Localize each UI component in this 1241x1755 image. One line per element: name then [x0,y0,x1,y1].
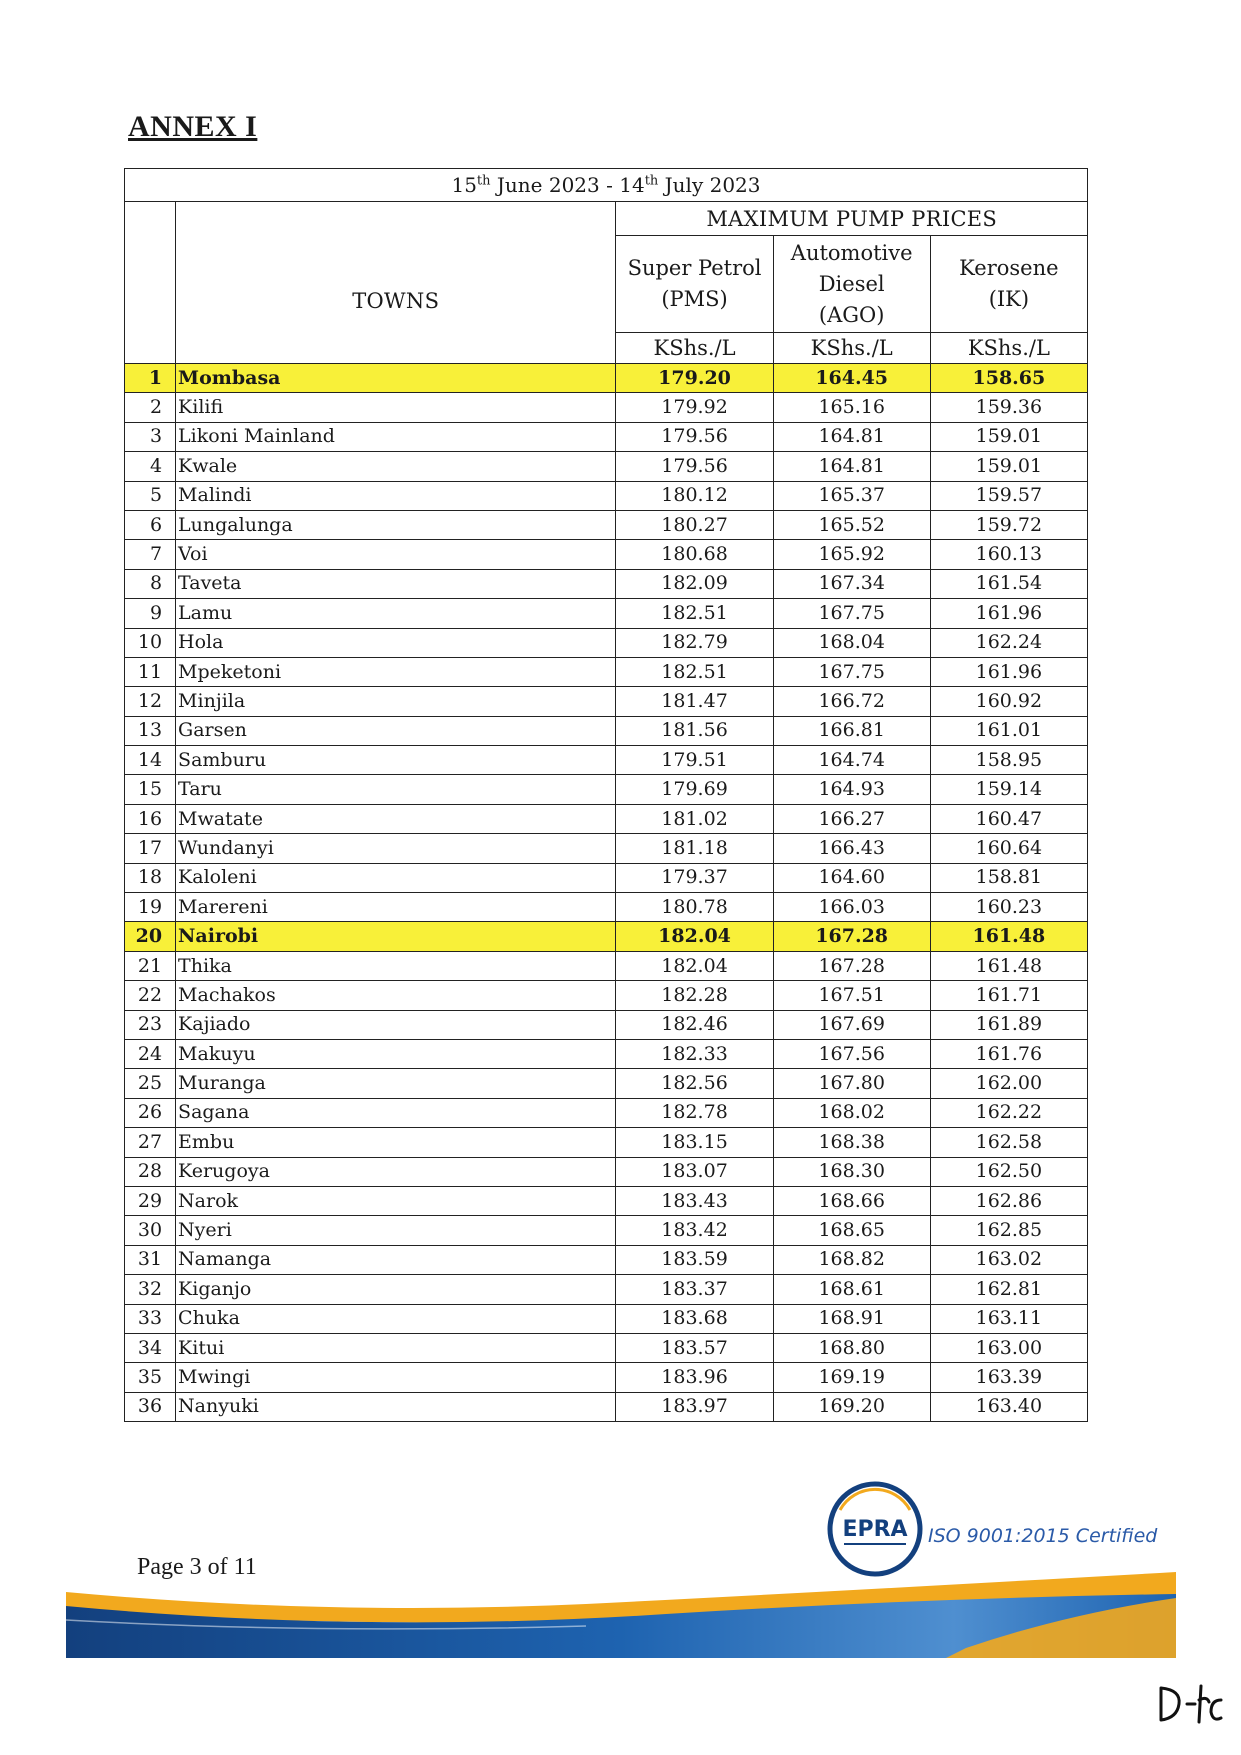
town-name: Chuka [176,1304,616,1333]
price-pms: 181.18 [616,834,773,863]
price-ik: 162.00 [930,1069,1087,1098]
town-name: Mwingi [176,1363,616,1392]
row-number: 12 [125,687,176,716]
price-ik: 161.96 [930,657,1087,686]
price-pms: 183.59 [616,1245,773,1274]
town-name: Lamu [176,599,616,628]
town-name: Machakos [176,981,616,1010]
table-row [125,481,1088,510]
town-name: Muranga [176,1069,616,1098]
row-number: 20 [125,922,176,951]
town-name: Kajiado [176,1010,616,1039]
price-ik: 161.48 [930,951,1087,980]
row-number: 18 [125,863,176,892]
price-pms: 179.20 [616,364,773,393]
price-pms: 182.51 [616,599,773,628]
table-row [125,510,1088,539]
town-name: Taveta [176,569,616,598]
row-number: 31 [125,1245,176,1274]
town-name: Mwatate [176,804,616,833]
price-pms: 182.56 [616,1069,773,1098]
row-number: 36 [125,1392,176,1421]
table-row [125,540,1088,569]
price-ik: 161.96 [930,599,1087,628]
price-pms: 183.96 [616,1363,773,1392]
price-ago: 167.28 [773,922,930,951]
town-name: Kiganjo [176,1275,616,1304]
price-pms: 182.79 [616,628,773,657]
price-ik: 162.85 [930,1216,1087,1245]
price-ik: 158.65 [930,364,1087,393]
price-pms: 182.33 [616,1039,773,1068]
table-row [125,364,1088,393]
price-ago: 166.81 [773,716,930,745]
row-number: 28 [125,1157,176,1186]
price-pms: 179.51 [616,746,773,775]
price-pms: 182.78 [616,1098,773,1127]
pump-prices-table [124,168,1088,1422]
table-row [125,422,1088,451]
product-header-pms: Super Petrol (PMS) [616,236,773,333]
price-pms: 183.97 [616,1392,773,1421]
price-ago: 167.28 [773,951,930,980]
price-ik: 158.95 [930,746,1087,775]
table-row [125,863,1088,892]
row-number: 10 [125,628,176,657]
table-row [125,893,1088,922]
town-name: Embu [176,1128,616,1157]
price-ago: 167.51 [773,981,930,1010]
table-row [125,1333,1088,1362]
table-row [125,922,1088,951]
price-ik: 161.71 [930,981,1087,1010]
price-pms: 179.56 [616,422,773,451]
price-ago: 166.27 [773,804,930,833]
price-pms: 179.69 [616,775,773,804]
price-ago: 164.81 [773,452,930,481]
town-name: Nanyuki [176,1392,616,1421]
table-row [125,1216,1088,1245]
price-pms: 182.04 [616,951,773,980]
table-row [125,746,1088,775]
price-ik: 163.02 [930,1245,1087,1274]
row-number: 23 [125,1010,176,1039]
table-row [125,687,1088,716]
town-name: Kwale [176,452,616,481]
row-number: 9 [125,599,176,628]
town-name: Thika [176,951,616,980]
price-ik: 160.64 [930,834,1087,863]
town-name: Mpeketoni [176,657,616,686]
annex-title: ANNEX I [128,110,258,143]
price-pms: 182.28 [616,981,773,1010]
price-ik: 161.76 [930,1039,1087,1068]
table-row [125,1245,1088,1274]
row-number: 7 [125,540,176,569]
table-row [125,981,1088,1010]
row-number: 21 [125,951,176,980]
price-pms: 183.57 [616,1333,773,1362]
price-ik: 162.58 [930,1128,1087,1157]
row-number: 22 [125,981,176,1010]
town-name: Sagana [176,1098,616,1127]
town-name: Nairobi [176,922,616,951]
table-row [125,804,1088,833]
row-number: 11 [125,657,176,686]
town-name: Malindi [176,481,616,510]
table-row [125,393,1088,422]
row-number: 24 [125,1039,176,1068]
price-pms: 179.56 [616,452,773,481]
price-ago: 167.75 [773,657,930,686]
price-ago: 164.81 [773,422,930,451]
price-ik: 159.57 [930,481,1087,510]
price-pms: 182.51 [616,657,773,686]
price-ik: 159.01 [930,452,1087,481]
row-number: 33 [125,1304,176,1333]
row-number: 35 [125,1363,176,1392]
price-ik: 162.81 [930,1275,1087,1304]
row-number: 1 [125,364,176,393]
town-name: Taru [176,775,616,804]
price-ago: 167.75 [773,599,930,628]
row-number: 3 [125,422,176,451]
price-pms: 179.37 [616,863,773,892]
price-pms: 180.27 [616,510,773,539]
row-number: 25 [125,1069,176,1098]
row-number: 16 [125,804,176,833]
price-ago: 167.69 [773,1010,930,1039]
row-number: 14 [125,746,176,775]
price-ago: 165.52 [773,510,930,539]
table-row [125,599,1088,628]
price-ik: 159.36 [930,393,1087,422]
price-ago: 167.56 [773,1039,930,1068]
price-ik: 161.54 [930,569,1087,598]
price-ik: 160.92 [930,687,1087,716]
town-name: Namanga [176,1245,616,1274]
price-pms: 179.92 [616,393,773,422]
price-rows [125,364,1088,1422]
town-name: Lungalunga [176,510,616,539]
price-pms: 181.47 [616,687,773,716]
page-number: Page 3 of 11 [137,1554,257,1580]
price-pms: 182.46 [616,1010,773,1039]
row-number: 26 [125,1098,176,1127]
table-row [125,1039,1088,1068]
table-row [125,1098,1088,1127]
footer-wave-band [66,1564,1176,1674]
town-name: Kilifi [176,393,616,422]
town-name: Samburu [176,746,616,775]
table-row [125,452,1088,481]
price-ago: 166.03 [773,893,930,922]
town-name: Marereni [176,893,616,922]
price-pms: 183.42 [616,1216,773,1245]
row-number: 17 [125,834,176,863]
price-ik: 161.01 [930,716,1087,745]
table-row [125,1010,1088,1039]
product-header-ik: Kerosene (IK) [930,236,1087,333]
row-number: 29 [125,1186,176,1215]
town-name: Mombasa [176,364,616,393]
price-pms: 183.37 [616,1275,773,1304]
row-number: 2 [125,393,176,422]
town-name: Nyeri [176,1216,616,1245]
price-ik: 159.72 [930,510,1087,539]
town-name: Voi [176,540,616,569]
price-ago: 169.19 [773,1363,930,1392]
table-row [125,1304,1088,1333]
svg-text:EPRA: EPRA [842,1517,908,1542]
table-row [125,1186,1088,1215]
price-ago: 166.72 [773,687,930,716]
price-ago: 168.61 [773,1275,930,1304]
price-ago: 168.65 [773,1216,930,1245]
row-number: 19 [125,893,176,922]
price-pms: 181.56 [616,716,773,745]
row-number: 32 [125,1275,176,1304]
price-ik: 163.00 [930,1333,1087,1362]
town-name: Hola [176,628,616,657]
row-number: 8 [125,569,176,598]
price-pms: 183.07 [616,1157,773,1186]
price-pms: 183.15 [616,1128,773,1157]
table-row [125,1275,1088,1304]
price-ago: 167.34 [773,569,930,598]
price-ik: 162.50 [930,1157,1087,1186]
price-pms: 182.04 [616,922,773,951]
period-header: 15th June 2023 - 14th July 2023 [125,169,1088,202]
table-row [125,834,1088,863]
price-ago: 164.93 [773,775,930,804]
row-number: 34 [125,1333,176,1362]
price-ago: 168.80 [773,1333,930,1362]
price-ago: 165.92 [773,540,930,569]
price-ago: 168.91 [773,1304,930,1333]
price-pms: 183.43 [616,1186,773,1215]
price-pms: 180.68 [616,540,773,569]
price-ik: 160.23 [930,893,1087,922]
price-ago: 166.43 [773,834,930,863]
row-number: 4 [125,452,176,481]
price-ago: 169.20 [773,1392,930,1421]
table-row [125,775,1088,804]
price-ago: 168.38 [773,1128,930,1157]
town-name: Wundanyi [176,834,616,863]
price-pms: 183.68 [616,1304,773,1333]
handwritten-initials [1155,1680,1225,1728]
price-ik: 160.47 [930,804,1087,833]
price-ik: 160.13 [930,540,1087,569]
price-ago: 168.02 [773,1098,930,1127]
town-name: Makuyu [176,1039,616,1068]
row-number: 15 [125,775,176,804]
town-name: Likoni Mainland [176,422,616,451]
price-ik: 159.01 [930,422,1087,451]
row-number: 27 [125,1128,176,1157]
price-ik: 159.14 [930,775,1087,804]
price-ago: 168.30 [773,1157,930,1186]
price-ik: 163.40 [930,1392,1087,1421]
price-ago: 168.04 [773,628,930,657]
table-row [125,1392,1088,1421]
table-row [125,569,1088,598]
towns-column-header: TOWNS [176,202,616,364]
unit-header-pms: KShs./L [616,333,773,364]
price-ik: 163.11 [930,1304,1087,1333]
table-row [125,951,1088,980]
price-ik: 163.39 [930,1363,1087,1392]
price-ik: 161.89 [930,1010,1087,1039]
iso-certification: ISO 9001:2015 Certified [928,1525,1158,1547]
price-ik: 162.24 [930,628,1087,657]
price-ik: 162.22 [930,1098,1087,1127]
price-ago: 165.16 [773,393,930,422]
row-number: 6 [125,510,176,539]
unit-header-ago: KShs./L [773,333,930,364]
price-ik: 158.81 [930,863,1087,892]
price-ik: 162.86 [930,1186,1087,1215]
price-pms: 181.02 [616,804,773,833]
table-row [125,716,1088,745]
table-row [125,628,1088,657]
row-number: 5 [125,481,176,510]
table-row [125,1363,1088,1392]
max-pump-prices-header: MAXIMUM PUMP PRICES [616,202,1088,236]
town-name: Kaloleni [176,863,616,892]
table-row [125,1157,1088,1186]
table-row [125,1128,1088,1157]
town-name: Narok [176,1186,616,1215]
row-number: 13 [125,716,176,745]
price-pms: 182.09 [616,569,773,598]
number-column-header [125,202,176,364]
price-ago: 165.37 [773,481,930,510]
price-ago: 164.60 [773,863,930,892]
town-name: Minjila [176,687,616,716]
price-ago: 167.80 [773,1069,930,1098]
price-ik: 161.48 [930,922,1087,951]
table-row [125,657,1088,686]
table-row [125,1069,1088,1098]
price-ago: 168.82 [773,1245,930,1274]
price-pms: 180.78 [616,893,773,922]
town-name: Kitui [176,1333,616,1362]
price-ago: 164.45 [773,364,930,393]
town-name: Garsen [176,716,616,745]
price-ago: 168.66 [773,1186,930,1215]
product-header-ago: Automotive Diesel (AGO) [773,236,930,333]
row-number: 30 [125,1216,176,1245]
price-ago: 164.74 [773,746,930,775]
town-name: Kerugoya [176,1157,616,1186]
price-pms: 180.12 [616,481,773,510]
unit-header-ik: KShs./L [930,333,1087,364]
